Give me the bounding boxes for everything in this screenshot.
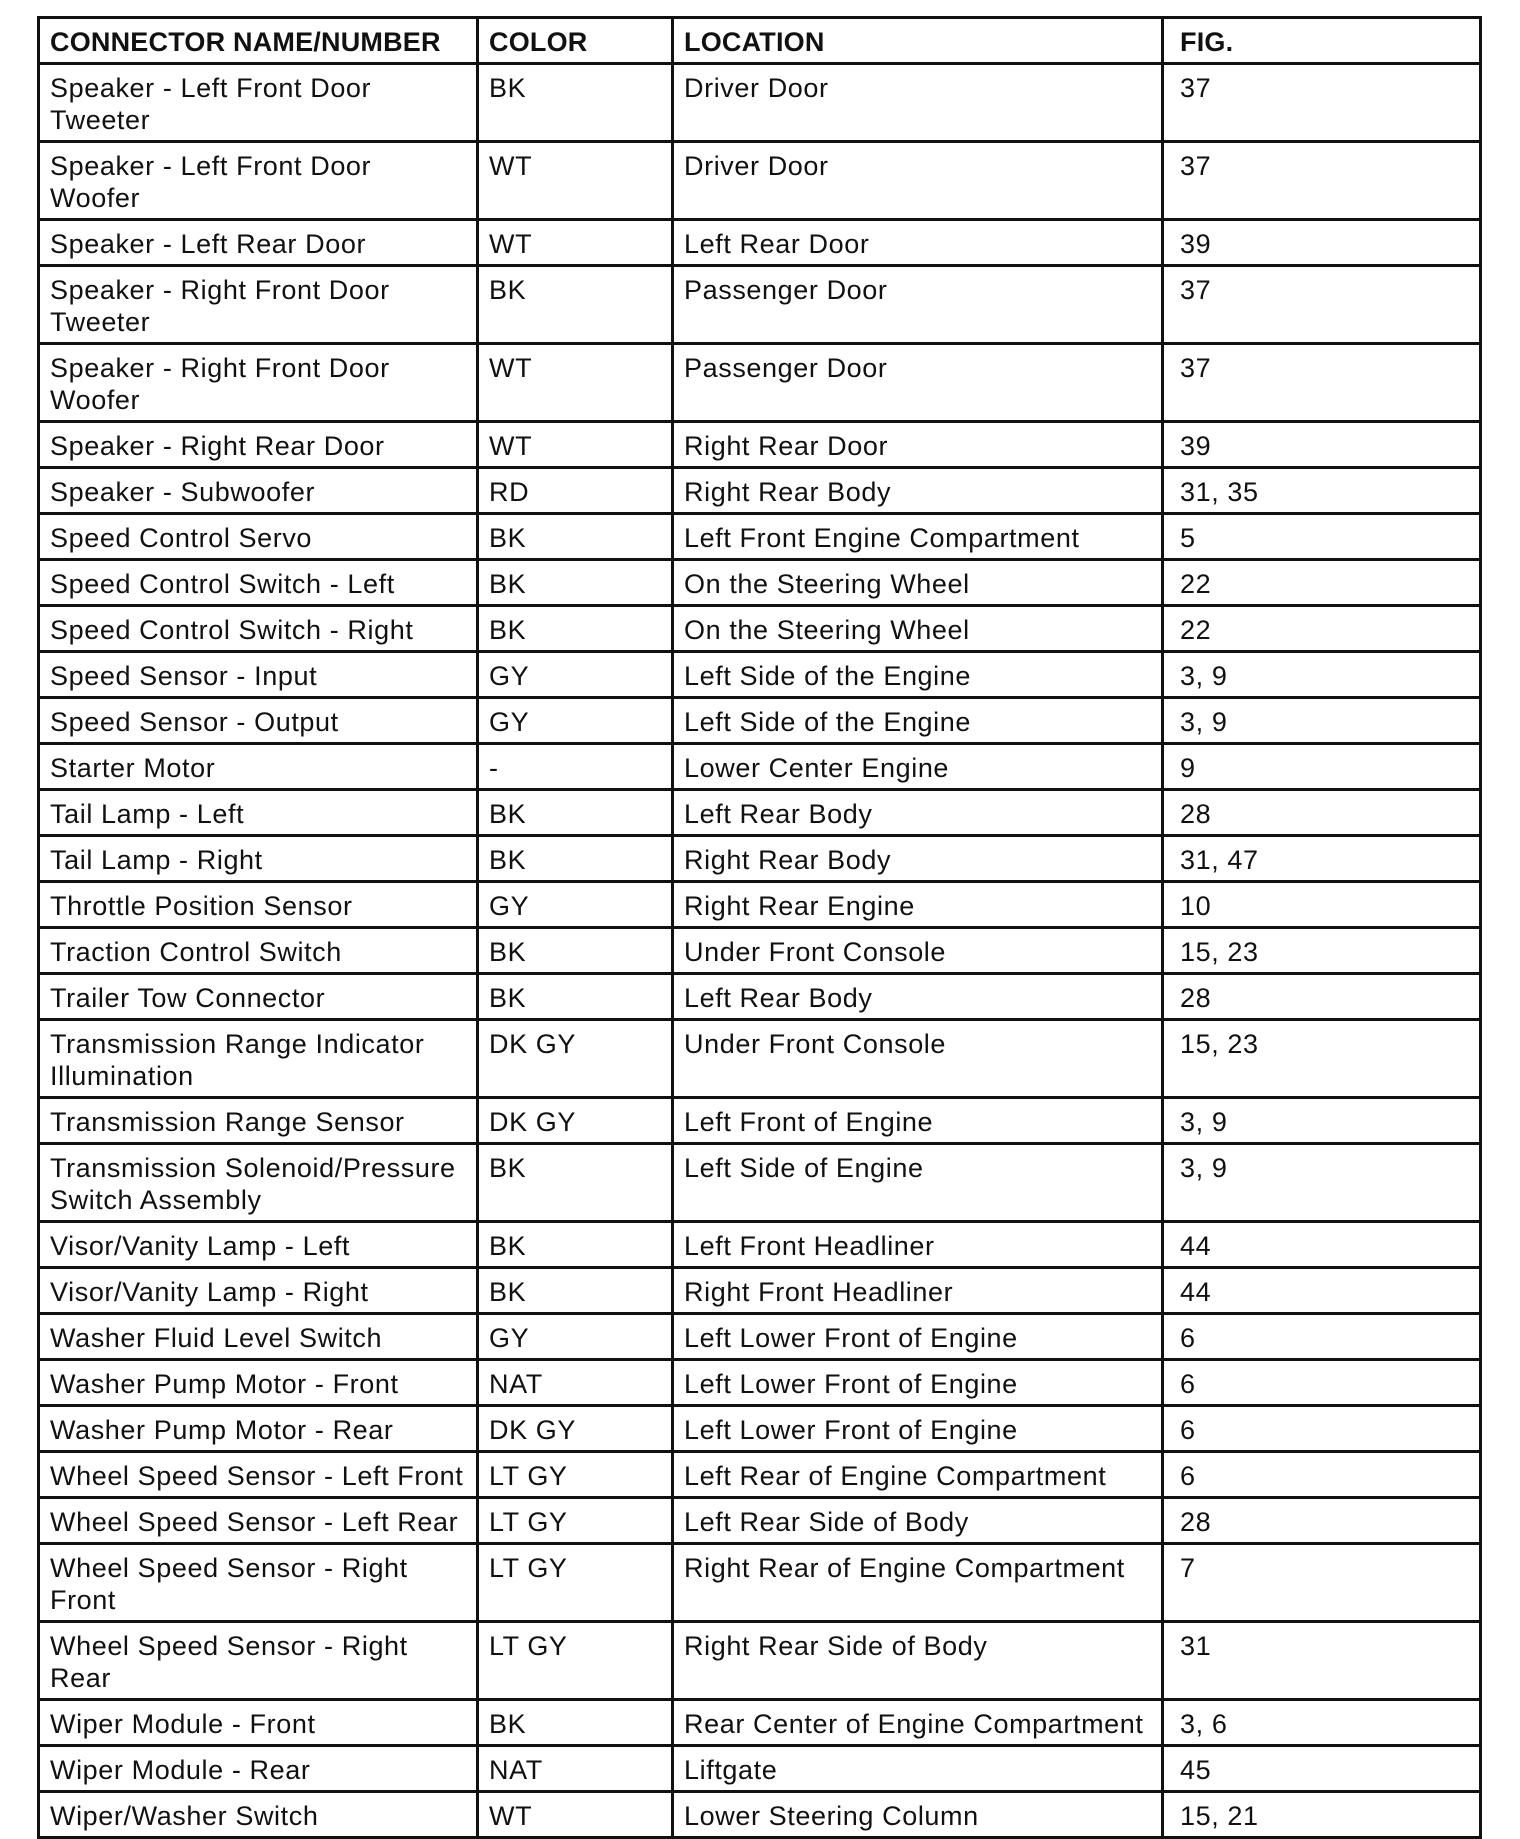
location-cell: Left Rear Body xyxy=(673,790,1163,836)
connector-name-cell: Starter Motor xyxy=(39,744,478,790)
color-cell: BK xyxy=(478,928,673,974)
table-row xyxy=(39,790,1481,836)
fig-cell: 22 xyxy=(1163,560,1481,606)
table-row xyxy=(39,220,1481,266)
color-cell: BK xyxy=(478,1268,673,1314)
table-row xyxy=(39,1222,1481,1268)
connector-name-cell: Speed Control Switch - Left xyxy=(39,560,478,606)
location-cell: Right Rear Body xyxy=(673,468,1163,514)
fig-cell: 45 xyxy=(1163,1746,1481,1792)
table-row xyxy=(39,928,1481,974)
location-cell: Right Rear of Engine Compartment xyxy=(673,1544,1163,1622)
location-cell: Passenger Door xyxy=(673,344,1163,422)
table-row xyxy=(39,744,1481,790)
color-cell: GY xyxy=(478,698,673,744)
color-cell: BK xyxy=(478,514,673,560)
table-row xyxy=(39,1746,1481,1792)
document-page xyxy=(37,16,1479,1839)
connector-name-cell: Wheel Speed Sensor - Right Front xyxy=(39,1544,478,1622)
color-cell: LT GY xyxy=(478,1452,673,1498)
fig-cell: 15, 23 xyxy=(1163,928,1481,974)
connector-name-cell: Wheel Speed Sensor - Left Rear xyxy=(39,1498,478,1544)
color-cell: BK xyxy=(478,64,673,142)
color-cell: NAT xyxy=(478,1746,673,1792)
color-cell: DK GY xyxy=(478,1406,673,1452)
location-cell: Rear Center of Engine Compartment xyxy=(673,1700,1163,1746)
location-cell: Left Side of Engine xyxy=(673,1144,1163,1222)
location-cell: Left Lower Front of Engine xyxy=(673,1406,1163,1452)
header-location: LOCATION xyxy=(673,18,1163,64)
connector-name-cell: Washer Pump Motor - Rear xyxy=(39,1406,478,1452)
color-cell: WT xyxy=(478,422,673,468)
table-row xyxy=(39,266,1481,344)
fig-cell: 9 xyxy=(1163,744,1481,790)
location-cell: Right Rear Engine xyxy=(673,882,1163,928)
location-cell: Right Rear Body xyxy=(673,836,1163,882)
location-cell: Left Side of the Engine xyxy=(673,652,1163,698)
color-cell: WT xyxy=(478,1792,673,1838)
color-cell: WT xyxy=(478,220,673,266)
color-cell: LT GY xyxy=(478,1544,673,1622)
color-cell: BK xyxy=(478,974,673,1020)
color-cell: GY xyxy=(478,882,673,928)
connector-name-cell: Wiper Module - Front xyxy=(39,1700,478,1746)
table-row xyxy=(39,1622,1481,1700)
connector-name-cell: Wheel Speed Sensor - Left Front xyxy=(39,1452,478,1498)
fig-cell: 31, 47 xyxy=(1163,836,1481,882)
color-cell: NAT xyxy=(478,1360,673,1406)
table-body xyxy=(39,64,1481,1838)
table-row xyxy=(39,1792,1481,1838)
color-cell: LT GY xyxy=(478,1622,673,1700)
fig-cell: 28 xyxy=(1163,1498,1481,1544)
color-cell: BK xyxy=(478,790,673,836)
table-header-row xyxy=(39,18,1481,64)
fig-cell: 6 xyxy=(1163,1406,1481,1452)
table-row xyxy=(39,344,1481,422)
table-row xyxy=(39,652,1481,698)
location-cell: Passenger Door xyxy=(673,266,1163,344)
table-row xyxy=(39,64,1481,142)
color-cell: LT GY xyxy=(478,1498,673,1544)
location-cell: Lower Center Engine xyxy=(673,744,1163,790)
connector-name-cell: Traction Control Switch xyxy=(39,928,478,974)
connector-name-cell: Speaker - Right Front Door Tweeter xyxy=(39,266,478,344)
header-color: COLOR xyxy=(478,18,673,64)
table-row xyxy=(39,1498,1481,1544)
location-cell: Liftgate xyxy=(673,1746,1163,1792)
fig-cell: 39 xyxy=(1163,422,1481,468)
table-row xyxy=(39,1544,1481,1622)
table-row xyxy=(39,1144,1481,1222)
location-cell: Left Rear of Engine Compartment xyxy=(673,1452,1163,1498)
location-cell: Left Lower Front of Engine xyxy=(673,1360,1163,1406)
color-cell: BK xyxy=(478,606,673,652)
connector-name-cell: Speaker - Left Front Door Tweeter xyxy=(39,64,478,142)
table-row xyxy=(39,836,1481,882)
location-cell: Left Front Headliner xyxy=(673,1222,1163,1268)
table-row xyxy=(39,468,1481,514)
color-cell: GY xyxy=(478,652,673,698)
location-cell: On the Steering Wheel xyxy=(673,560,1163,606)
connector-name-cell: Speaker - Left Front Door Woofer xyxy=(39,142,478,220)
color-cell: GY xyxy=(478,1314,673,1360)
color-cell: DK GY xyxy=(478,1098,673,1144)
connector-name-cell: Speed Control Servo xyxy=(39,514,478,560)
location-cell: Under Front Console xyxy=(673,928,1163,974)
connector-name-cell: Trailer Tow Connector xyxy=(39,974,478,1020)
fig-cell: 31, 35 xyxy=(1163,468,1481,514)
location-cell: Right Rear Door xyxy=(673,422,1163,468)
color-cell: BK xyxy=(478,836,673,882)
location-cell: Under Front Console xyxy=(673,1020,1163,1098)
connector-name-cell: Washer Fluid Level Switch xyxy=(39,1314,478,1360)
location-cell: Left Side of the Engine xyxy=(673,698,1163,744)
connector-name-cell: Wiper/Washer Switch xyxy=(39,1792,478,1838)
color-cell: DK GY xyxy=(478,1020,673,1098)
fig-cell: 28 xyxy=(1163,790,1481,836)
fig-cell: 28 xyxy=(1163,974,1481,1020)
table-row xyxy=(39,142,1481,220)
location-cell: Driver Door xyxy=(673,64,1163,142)
fig-cell: 3, 6 xyxy=(1163,1700,1481,1746)
table-row xyxy=(39,1700,1481,1746)
connector-name-cell: Speaker - Right Rear Door xyxy=(39,422,478,468)
color-cell: RD xyxy=(478,468,673,514)
fig-cell: 5 xyxy=(1163,514,1481,560)
header-fig: FIG. xyxy=(1163,18,1481,64)
table-row xyxy=(39,1360,1481,1406)
fig-cell: 37 xyxy=(1163,344,1481,422)
table-row xyxy=(39,422,1481,468)
color-cell: BK xyxy=(478,1144,673,1222)
fig-cell: 10 xyxy=(1163,882,1481,928)
connector-name-cell: Visor/Vanity Lamp - Left xyxy=(39,1222,478,1268)
table-row xyxy=(39,514,1481,560)
connector-name-cell: Transmission Solenoid/Pressure Switch Assembly xyxy=(39,1144,478,1222)
connector-name-cell: Speed Control Switch - Right xyxy=(39,606,478,652)
table-row xyxy=(39,606,1481,652)
connector-name-cell: Wiper Module - Rear xyxy=(39,1746,478,1792)
table-row xyxy=(39,1098,1481,1144)
connector-name-cell: Tail Lamp - Right xyxy=(39,836,478,882)
location-cell: Left Front Engine Compartment xyxy=(673,514,1163,560)
color-cell: BK xyxy=(478,1700,673,1746)
connector-name-cell: Throttle Position Sensor xyxy=(39,882,478,928)
table-row xyxy=(39,560,1481,606)
fig-cell: 3, 9 xyxy=(1163,652,1481,698)
fig-cell: 15, 23 xyxy=(1163,1020,1481,1098)
fig-cell: 37 xyxy=(1163,142,1481,220)
location-cell: Left Rear Door xyxy=(673,220,1163,266)
table-row xyxy=(39,698,1481,744)
color-cell: BK xyxy=(478,1222,673,1268)
fig-cell: 6 xyxy=(1163,1452,1481,1498)
fig-cell: 3, 9 xyxy=(1163,1098,1481,1144)
location-cell: On the Steering Wheel xyxy=(673,606,1163,652)
table-row xyxy=(39,1406,1481,1452)
connector-name-cell: Visor/Vanity Lamp - Right xyxy=(39,1268,478,1314)
connector-name-cell: Wheel Speed Sensor - Right Rear xyxy=(39,1622,478,1700)
color-cell: WT xyxy=(478,344,673,422)
table-row xyxy=(39,974,1481,1020)
location-cell: Left Rear Body xyxy=(673,974,1163,1020)
header-connector-name: CONNECTOR NAME/NUMBER xyxy=(39,18,478,64)
color-cell: WT xyxy=(478,142,673,220)
connector-name-cell: Tail Lamp - Left xyxy=(39,790,478,836)
fig-cell: 15, 21 xyxy=(1163,1792,1481,1838)
fig-cell: 6 xyxy=(1163,1314,1481,1360)
color-cell: - xyxy=(478,744,673,790)
table-row xyxy=(39,1314,1481,1360)
connector-name-cell: Washer Pump Motor - Front xyxy=(39,1360,478,1406)
location-cell: Right Rear Side of Body xyxy=(673,1622,1163,1700)
fig-cell: 22 xyxy=(1163,606,1481,652)
connector-name-cell: Speed Sensor - Input xyxy=(39,652,478,698)
connector-name-cell: Speaker - Left Rear Door xyxy=(39,220,478,266)
fig-cell: 31 xyxy=(1163,1622,1481,1700)
location-cell: Driver Door xyxy=(673,142,1163,220)
fig-cell: 6 xyxy=(1163,1360,1481,1406)
connector-name-cell: Transmission Range Indicator Illumination xyxy=(39,1020,478,1098)
location-cell: Left Front of Engine xyxy=(673,1098,1163,1144)
color-cell: BK xyxy=(478,266,673,344)
table-row xyxy=(39,1268,1481,1314)
fig-cell: 37 xyxy=(1163,64,1481,142)
connector-name-cell: Speaker - Subwoofer xyxy=(39,468,478,514)
connector-name-cell: Speaker - Right Front Door Woofer xyxy=(39,344,478,422)
location-cell: Left Rear Side of Body xyxy=(673,1498,1163,1544)
table-row xyxy=(39,1020,1481,1098)
connector-name-cell: Speed Sensor - Output xyxy=(39,698,478,744)
fig-cell: 3, 9 xyxy=(1163,1144,1481,1222)
location-cell: Left Lower Front of Engine xyxy=(673,1314,1163,1360)
fig-cell: 44 xyxy=(1163,1222,1481,1268)
fig-cell: 39 xyxy=(1163,220,1481,266)
table-row xyxy=(39,1452,1481,1498)
fig-cell: 44 xyxy=(1163,1268,1481,1314)
connector-table xyxy=(37,16,1482,1839)
fig-cell: 37 xyxy=(1163,266,1481,344)
table-row xyxy=(39,882,1481,928)
location-cell: Lower Steering Column xyxy=(673,1792,1163,1838)
fig-cell: 3, 9 xyxy=(1163,698,1481,744)
location-cell: Right Front Headliner xyxy=(673,1268,1163,1314)
fig-cell: 7 xyxy=(1163,1544,1481,1622)
color-cell: BK xyxy=(478,560,673,606)
connector-name-cell: Transmission Range Sensor xyxy=(39,1098,478,1144)
